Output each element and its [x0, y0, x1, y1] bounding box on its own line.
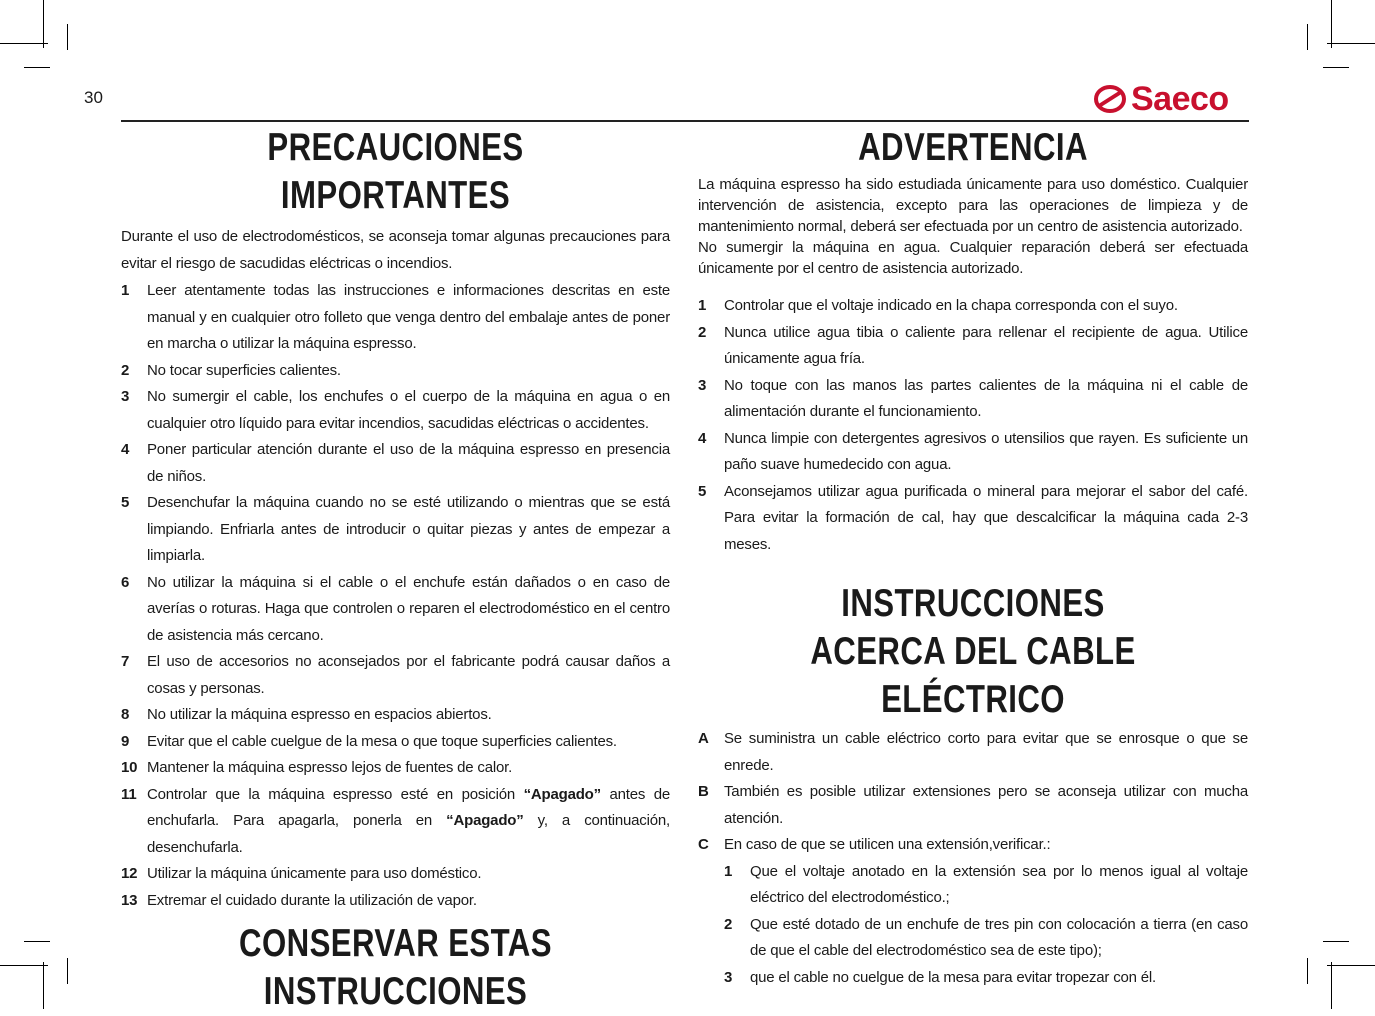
item-text: Nunca limpie con detergentes agresivos o utensilios que rayen. Es suficiente un paño suave humedecido con agua. [724, 429, 1248, 473]
list-item [121, 490, 670, 570]
page-number: 30 [84, 88, 103, 107]
item-number: 2 [121, 361, 130, 379]
item-letter: C [698, 836, 709, 853]
list-item [121, 570, 670, 650]
crop-mark [24, 941, 50, 942]
item-number: 1 [724, 862, 733, 880]
crop-mark [1327, 965, 1375, 966]
item-text: Controlar que la máquina espresso esté en posición “Apagado” antes de enchufarla. Para apagarla, ponerla en “Apagado” y, a continuación, desenchufarla. [147, 785, 670, 856]
list-item [121, 755, 670, 782]
item-text: También es posible utilizar extensiones pero se aconseja utilizar con mucha atención. [724, 783, 1248, 827]
item-number: 4 [121, 441, 130, 458]
list-item [698, 426, 1248, 479]
list-item [698, 373, 1248, 426]
warning-list [698, 293, 1248, 558]
brand-name: Saeco [1131, 80, 1229, 118]
crop-mark [1323, 941, 1349, 942]
list-item [724, 859, 1248, 912]
list-item [698, 779, 1248, 832]
list-item [698, 726, 1248, 779]
item-text: No tocar superficies calientes. [147, 361, 341, 379]
item-text: No utilizar la máquina espresso en espacios abiertos. [147, 706, 492, 723]
header-rule [121, 120, 1249, 122]
crop-mark [1307, 958, 1308, 984]
item-number: 6 [121, 573, 130, 591]
list-item [698, 479, 1248, 559]
item-text: Se suministra un cable eléctrico corto para evitar que se enrosque o que se enrede. [724, 730, 1248, 774]
item-text: Extremar el cuidado durante la utilización de vapor. [147, 891, 477, 909]
item-text: Evitar que el cable cuelgue de la mesa o que toque superficies calientes. [147, 732, 617, 750]
crop-mark [67, 958, 68, 984]
item-text: No sumergir el cable, los enchufes o el cuerpo de la máquina en agua o en cualquier otro líquido para evitar incendios, sacudidas eléctricas o accidentes. [147, 388, 670, 432]
item-number: 4 [698, 429, 707, 447]
item-text: que el cable no cuelgue de la mesa para evitar tropezar con él. [750, 968, 1156, 986]
item-text: Utilizar la máquina únicamente para uso doméstico. [147, 865, 482, 882]
crop-mark [0, 43, 48, 44]
item-text: Leer atentamente todas las instrucciones e informaciones descritas en este manual y en cualquier otro folleto que venga dentro del embalaje antes de poner en marcha o utilizar la máquina espresso. [147, 282, 670, 352]
cable-instructions-title: INSTRUCCIONES ACERCA DEL CABLE ELÉCTRICO [810, 582, 1136, 721]
item-text: Desenchufar la máquina cuando no se esté utilizando o mientras que se está limpiando. Enfriarla antes de introducir o quitar piezas y antes de empezar a limpiarla. [147, 494, 670, 564]
left-column [121, 124, 670, 1016]
list-item [698, 320, 1248, 373]
saeco-swirl-icon [1093, 82, 1127, 116]
item-number: 13 [121, 891, 138, 909]
list-item [121, 729, 670, 756]
item-number: 3 [698, 376, 707, 394]
item-text: Poner particular atención durante el uso de la máquina espresso en presencia de niños. [147, 441, 670, 485]
precautions-title: PRECAUCIONES IMPORTANTES [267, 126, 524, 217]
precautions-list [121, 278, 670, 914]
item-number: 5 [698, 482, 707, 500]
brand-logo [1093, 82, 1229, 116]
list-item [121, 888, 670, 915]
item-number: 5 [121, 494, 130, 511]
crop-mark [43, 0, 44, 48]
list-item [698, 832, 1248, 859]
right-column [698, 124, 1248, 991]
item-text: No toque con las manos las partes calientes de la máquina ni el cable de alimentación durante el funcionamiento. [724, 376, 1248, 420]
list-item [121, 278, 670, 358]
apagado-label: “Apagado” [446, 812, 524, 829]
item-number: 3 [121, 388, 130, 405]
crop-mark [43, 962, 44, 1009]
crop-mark [1323, 67, 1349, 68]
list-item [121, 782, 670, 862]
precautions-intro: Durante el uso de electrodomésticos, se aconseja tomar algunas precauciones para evitar el riesgo de sacudidas eléctricas o incendios. [121, 228, 670, 272]
list-item [121, 649, 670, 702]
item-number: 10 [121, 759, 138, 776]
crop-mark [1327, 43, 1375, 44]
list-item [121, 358, 670, 385]
item-text: Que esté dotado de un enchufe de tres pin con colocación a tierra (en caso de que el cable del electrodoméstico sea de este tipo); [750, 915, 1248, 959]
item-text: Mantener la máquina espresso lejos de fuentes de calor. [147, 759, 513, 776]
list-item [121, 437, 670, 490]
crop-mark [67, 24, 68, 50]
item-number: 3 [724, 968, 733, 986]
item-text: Controlar que el voltaje indicado en la chapa corresponda con el suyo. [724, 297, 1178, 314]
item-text: En caso de que se utilicen una extensión,verificar.: [724, 836, 1051, 853]
crop-mark [1331, 962, 1332, 1009]
list-item [121, 702, 670, 729]
warning-intro: La máquina espresso ha sido estudiada únicamente para uso doméstico. Cualquier intervención de asistencia, excepto para las operaciones de limpieza y de mantenimiento normal, deberá ser efectuada por un centro de asistencia autorizado. [698, 176, 1248, 235]
item-letter: B [698, 783, 709, 800]
item-number: 8 [121, 706, 130, 723]
list-item [698, 293, 1248, 320]
item-text: No utilizar la máquina si el cable o el enchufe están dañados o en caso de averías o roturas. Haga que controlen o reparen el electrodoméstico en el centro de asistencia más cercano. [147, 573, 670, 644]
item-number: 12 [121, 865, 138, 882]
item-number: 1 [121, 282, 130, 299]
item-number: 11 [121, 785, 137, 803]
list-item [121, 384, 670, 437]
list-item [724, 912, 1248, 965]
cable-sub-list [698, 859, 1248, 992]
item-number: 9 [121, 732, 130, 750]
warning-intro-2: No sumergir la máquina en agua. Cualquier reparación deberá ser efectuada únicamente por el centro de asistencia autorizado. [698, 239, 1248, 277]
crop-mark [24, 67, 50, 68]
crop-mark [1307, 24, 1308, 50]
item-number: 2 [698, 323, 707, 341]
warning-title: ADVERTENCIA [858, 126, 1088, 169]
item-letter: A [698, 730, 709, 747]
item-number: 7 [121, 653, 130, 670]
crop-mark [1331, 0, 1332, 48]
item-text: Que el voltaje anotado en la extensión sea por lo menos igual al voltaje eléctrico del electrodoméstico.; [750, 862, 1248, 906]
list-item [724, 965, 1248, 992]
list-item [121, 861, 670, 888]
item-text: El uso de accesorios no aconsejados por el fabricante podrá causar daños a cosas y personas. [147, 653, 670, 697]
apagado-label: “Apagado” [523, 785, 601, 803]
keep-instructions-title: CONSERVAR ESTAS INSTRUCCIONES [239, 922, 552, 1013]
crop-mark [0, 965, 48, 966]
item-number: 1 [698, 297, 707, 314]
item-number: 2 [724, 915, 733, 933]
item-text: Nunca utilice agua tibia o caliente para rellenar el recipiente de agua. Utilice únicamente agua fría. [724, 323, 1248, 367]
item-text: Aconsejamos utilizar agua purificada o mineral para mejorar el sabor del café. Para evitar la formación de cal, hay que descalcificar la máquina cada 2-3 meses. [724, 482, 1248, 553]
cable-list [698, 726, 1248, 859]
